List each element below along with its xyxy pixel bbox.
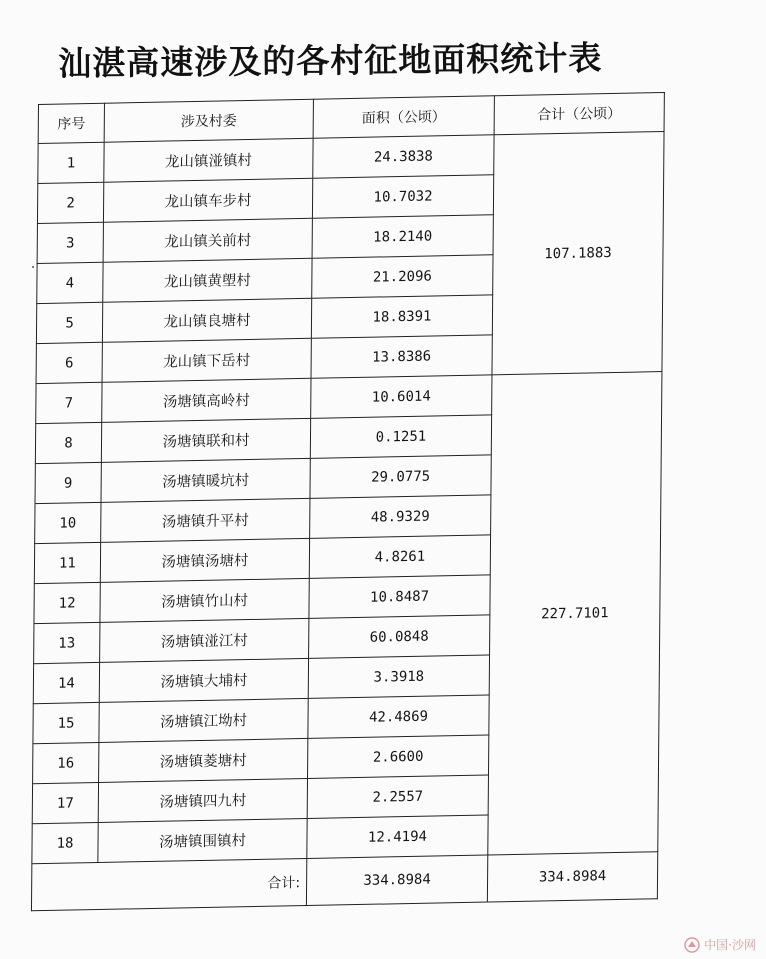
area-value: 42.4869 xyxy=(308,695,489,738)
area-value: 10.6014 xyxy=(311,375,492,418)
subtotal-tangtang: 227.7101 xyxy=(488,372,662,855)
area-value: 60.0848 xyxy=(309,615,490,658)
area-value: 48.9329 xyxy=(310,495,491,538)
land-area-table xyxy=(31,92,665,911)
row-number: 15 xyxy=(33,702,99,743)
row-number: 10 xyxy=(35,502,101,543)
village-name: 汤塘镇江坳村 xyxy=(99,698,308,742)
total-label: 合计: xyxy=(31,858,306,910)
header-no: 序号 xyxy=(38,103,104,143)
area-value: 2.2557 xyxy=(307,775,488,818)
area-value: 0.1251 xyxy=(310,415,491,458)
village-name: 龙山镇关前村 xyxy=(103,218,312,262)
area-value: 4.8261 xyxy=(309,535,490,578)
village-name: 汤塘镇联和村 xyxy=(101,418,310,462)
village-name: 汤塘镇菱塘村 xyxy=(99,738,308,782)
area-value: 29.0775 xyxy=(310,455,491,498)
area-value: 18.2140 xyxy=(312,215,493,258)
village-name: 龙山镇黄塱村 xyxy=(103,258,312,302)
area-value: 13.8386 xyxy=(311,335,492,378)
statistics-table-wrapper xyxy=(31,92,664,911)
row-number: 17 xyxy=(32,782,98,823)
village-name: 汤塘镇大埔村 xyxy=(99,658,308,702)
village-name: 龙山镇良塘村 xyxy=(102,298,311,342)
row-number: 8 xyxy=(35,422,101,463)
row-number: 2 xyxy=(37,182,103,223)
area-value: 10.7032 xyxy=(312,175,493,218)
table-body xyxy=(31,131,664,910)
row-number: 3 xyxy=(37,222,103,263)
row-number: 16 xyxy=(33,742,99,783)
area-value: 2.6600 xyxy=(308,735,489,778)
row-number: 11 xyxy=(34,542,100,583)
village-name: 汤塘镇升平村 xyxy=(101,498,310,542)
row-number: 12 xyxy=(34,582,100,623)
village-name: 汤塘镇汤塘村 xyxy=(100,538,309,582)
area-value: 24.3838 xyxy=(313,135,494,178)
row-number: 7 xyxy=(36,382,102,423)
total-area: 334.8984 xyxy=(306,855,487,905)
watermark xyxy=(684,936,756,953)
village-name: 汤塘镇暖坑村 xyxy=(101,458,310,502)
subtotal-longshan: 107.1883 xyxy=(492,131,664,374)
row-number: 9 xyxy=(35,462,101,503)
area-value: 18.8391 xyxy=(311,295,492,338)
header-area: 面积（公顷） xyxy=(313,96,494,138)
row-number: 5 xyxy=(36,302,102,343)
village-name: 龙山镇湴镇村 xyxy=(104,138,313,182)
page-title: 汕湛高速涉及的各村征地面积统计表 xyxy=(58,38,603,83)
scan-speck xyxy=(32,266,34,268)
village-name: 汤塘镇高岭村 xyxy=(102,378,311,422)
row-number: 18 xyxy=(32,822,98,863)
header-subtotal: 合计（公顷） xyxy=(494,92,664,134)
row-number: 4 xyxy=(37,262,103,303)
village-name: 汤塘镇四九村 xyxy=(98,778,307,822)
header-village: 涉及村委 xyxy=(104,99,313,142)
total-subtotal: 334.8984 xyxy=(487,852,657,902)
area-value: 12.4194 xyxy=(307,815,488,858)
village-name: 汤塘镇湴江村 xyxy=(100,618,309,662)
area-value: 21.2096 xyxy=(312,255,493,298)
village-name: 龙山镇下岳村 xyxy=(102,338,311,382)
row-number: 14 xyxy=(33,662,99,703)
site-logo-icon xyxy=(684,937,700,953)
row-number: 6 xyxy=(36,342,102,383)
village-name: 龙山镇车步村 xyxy=(103,178,312,222)
watermark-text: 中国·沙网 xyxy=(704,938,756,952)
row-number: 13 xyxy=(34,622,100,663)
area-value: 10.8487 xyxy=(309,575,490,618)
area-value: 3.3918 xyxy=(308,655,489,698)
village-name: 汤塘镇围镇村 xyxy=(98,818,307,862)
row-number: 1 xyxy=(38,142,104,183)
village-name: 汤塘镇竹山村 xyxy=(100,578,309,622)
